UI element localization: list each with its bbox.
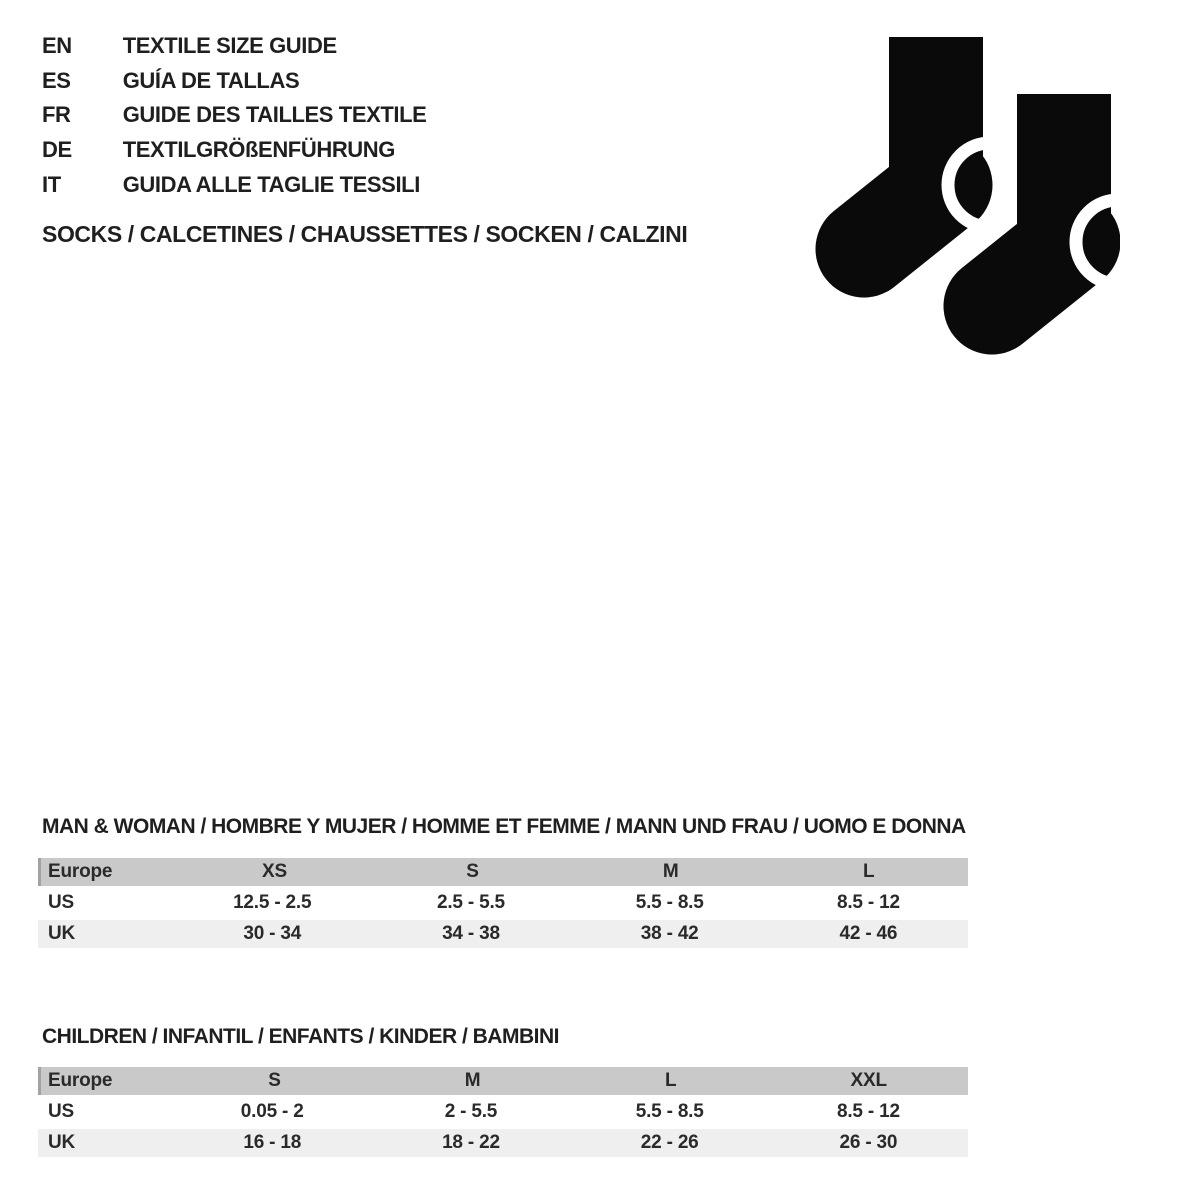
- region-label: UK: [48, 1132, 76, 1153]
- column-header-size: L: [863, 861, 875, 882]
- section-title-children: CHILDREN / INFANTIL / ENFANTS / KINDER / BAMBINI: [42, 1025, 559, 1048]
- size-value: 12.5 - 2.5: [233, 892, 312, 913]
- size-value: 8.5 - 12: [836, 1101, 900, 1122]
- column-header-region: Europe: [48, 861, 113, 882]
- region-label: US: [48, 1101, 74, 1122]
- language-row: [42, 133, 426, 168]
- size-value: 42 - 46: [839, 923, 898, 944]
- region-label: US: [48, 892, 74, 913]
- table-row-uk: [38, 920, 968, 948]
- column-header-size: S: [466, 861, 479, 882]
- size-value: 18 - 22: [442, 1132, 500, 1153]
- table-header-row: [38, 858, 968, 886]
- column-header-size: L: [664, 1070, 677, 1091]
- column-header-size: XXL: [850, 1070, 887, 1091]
- language-code: ES: [42, 67, 71, 93]
- size-value: 34 - 38: [442, 923, 500, 944]
- language-code: DE: [42, 137, 72, 163]
- column-header-size: M: [662, 861, 679, 882]
- language-label: GUIDE DES TAILLES TEXTILE: [122, 102, 427, 128]
- table-row-us: [38, 1098, 968, 1126]
- language-label: TEXTILE SIZE GUIDE: [122, 33, 337, 58]
- language-title-block: [42, 29, 426, 202]
- language-code: FR: [42, 102, 71, 128]
- size-value: 5.5 - 8.5: [635, 1101, 704, 1122]
- table-row-uk: [38, 1129, 968, 1157]
- table-header-row: [38, 1067, 968, 1095]
- column-header-region: Europe: [48, 1070, 113, 1091]
- size-value: 26 - 30: [839, 1132, 898, 1153]
- region-label: UK: [48, 923, 76, 944]
- language-row: [42, 64, 426, 99]
- size-value: 8.5 - 12: [836, 892, 900, 913]
- language-row: [42, 98, 426, 133]
- language-code: EN: [42, 33, 72, 58]
- size-value: 5.5 - 8.5: [635, 892, 704, 913]
- language-row: [42, 168, 426, 203]
- size-value: 38 - 42: [640, 923, 699, 944]
- size-value: 2.5 - 5.5: [436, 892, 505, 913]
- column-header-size: M: [464, 1070, 481, 1091]
- section-title-man-woman: MAN & WOMAN / HOMBRE Y MUJER / HOMME ET FEMME / MANN UND FRAU / UOMO E DONNA: [42, 815, 966, 838]
- language-code: IT: [42, 171, 61, 197]
- language-label: TEXTILGRÖßENFÜHRUNG: [122, 137, 395, 163]
- size-value: 16 - 18: [243, 1132, 302, 1153]
- children-size-table: [38, 1067, 968, 1160]
- socks-icon: [790, 28, 1120, 368]
- table-row-us: [38, 889, 968, 917]
- column-header-size: XS: [261, 861, 287, 882]
- size-value: 0.05 - 2: [240, 1101, 304, 1122]
- man-woman-size-table: [38, 858, 968, 951]
- language-row: [42, 29, 426, 64]
- category-line: SOCKS / CALCETINES / CHAUSSETTES / SOCKEN / CALZINI: [42, 221, 688, 247]
- column-header-size: S: [268, 1070, 281, 1091]
- size-value: 2 - 5.5: [444, 1101, 498, 1122]
- size-value: 22 - 26: [640, 1132, 699, 1153]
- language-label: GUÍA DE TALLAS: [122, 67, 300, 93]
- language-label: GUIDA ALLE TAGLIE TESSILI: [122, 171, 420, 197]
- size-value: 30 - 34: [243, 923, 302, 944]
